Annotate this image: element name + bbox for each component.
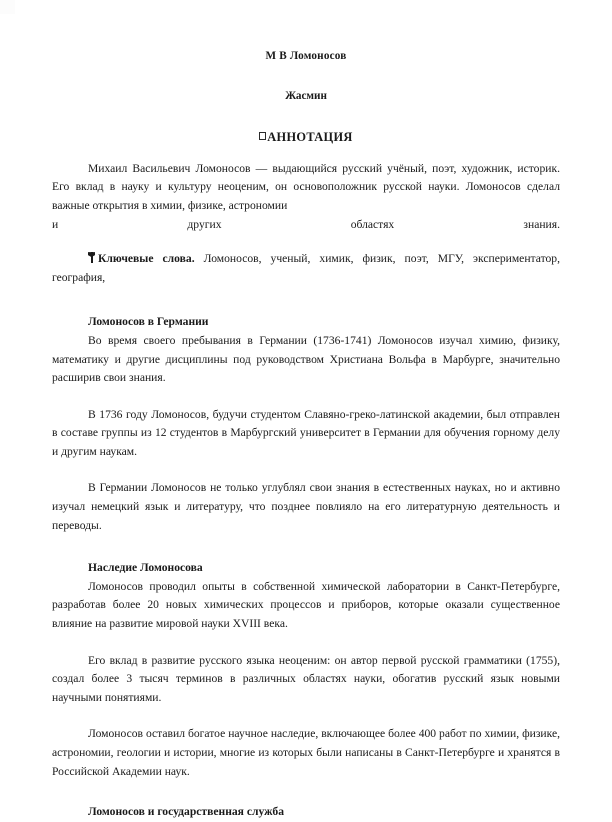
keywords-label: Ключевые слова. (98, 252, 195, 266)
keywords-paragraph (52, 234, 560, 287)
spacer (52, 388, 560, 406)
section-germany-paragraph-1: Во время своего пребывания в Германии (1736-1741) Ломоносов изучал химию, физику, математику и другие дисциплины под руководством Христиана Вольфа в Марбурге, значительно расширив свои знания. (52, 333, 560, 385)
document-title: М В Ломоносов (265, 50, 347, 62)
section-heading-state-service: Ломоносов и государственная служба (88, 805, 284, 819)
abstract-last-word-2: областях (350, 217, 395, 231)
spacer (52, 781, 560, 803)
spacer (52, 461, 560, 479)
title-block (52, 0, 560, 104)
abstract-last-line (52, 216, 560, 235)
abstract-heading-label: АННОТАЦИЯ (267, 129, 353, 144)
abstract-last-word-0: и (52, 217, 59, 231)
section-germany-paragraph-2: В 1736 году Ломоносов, будучи студентом Славяно-греко-латинской академии, был отправлен в составе группы из 12 студентов в Марбургский университет в Германии для обучения горному делу и другим наукам. (52, 407, 560, 458)
document-subtitle: Жасмин (285, 90, 327, 103)
section-heading-germany: Ломоносов в Германии (88, 315, 209, 329)
abstract-last-word-1: других (187, 217, 222, 231)
keywords-list: Ломоносов, ученый, химик, физик, поэт, МГУ, экспериментатор, география, (52, 252, 560, 284)
abstract-heading (52, 104, 560, 145)
abstract-last-word-3: знания. (523, 217, 560, 231)
section-legacy-paragraph-1: Ломоносов проводил опыты в собственной химической лаборатории в Санкт-Петербурге, разработав более 20 новых химических процессов и приборов, которые оказали существенное влияние на развитие мировой науки XVIII века. (52, 579, 560, 631)
section-legacy-paragraph-2: Его вклад в развитие русского языка неоценим: он автор первой русской грамматики (1755), создал более 3 тысяч терминов в различных областях науки, обогатив русский язык новыми научными понятиями. (52, 653, 560, 704)
section-legacy-paragraph-3: Ломоносов оставил богатое научное наследие, включающее более 400 работ по химии, физике, астрономии, геологии и истории, многие из которых были написаны в Санкт-Петербурге и хранятся в Российской Академии наук. (52, 727, 560, 778)
spacer (52, 287, 560, 313)
missing-glyph-box-icon (259, 132, 266, 140)
flag-glyph-icon (88, 252, 96, 263)
spacer (52, 535, 560, 559)
spacer (52, 634, 560, 652)
section-germany-paragraph-3: В Германии Ломоносов не только углублял свои знания в естественных науках, но и активно изучал немецкий язык и литературу, что позднее повлияло на его литературную деятельность и переводы. (52, 481, 560, 532)
abstract-paragraph: Михаил Васильевич Ломоносов — выдающийся русский учёный, поэт, художник, историк. Его вклад в науку и культуру неоценим, он основоположник русской науки. Ломоносов сделал важные открытия в химии, физике, астрономии (52, 161, 560, 212)
spacer (52, 707, 560, 725)
document-content (52, 0, 560, 822)
scan-artifact (0, 0, 15, 14)
section-heading-legacy: Наследие Ломоносова (88, 561, 203, 575)
